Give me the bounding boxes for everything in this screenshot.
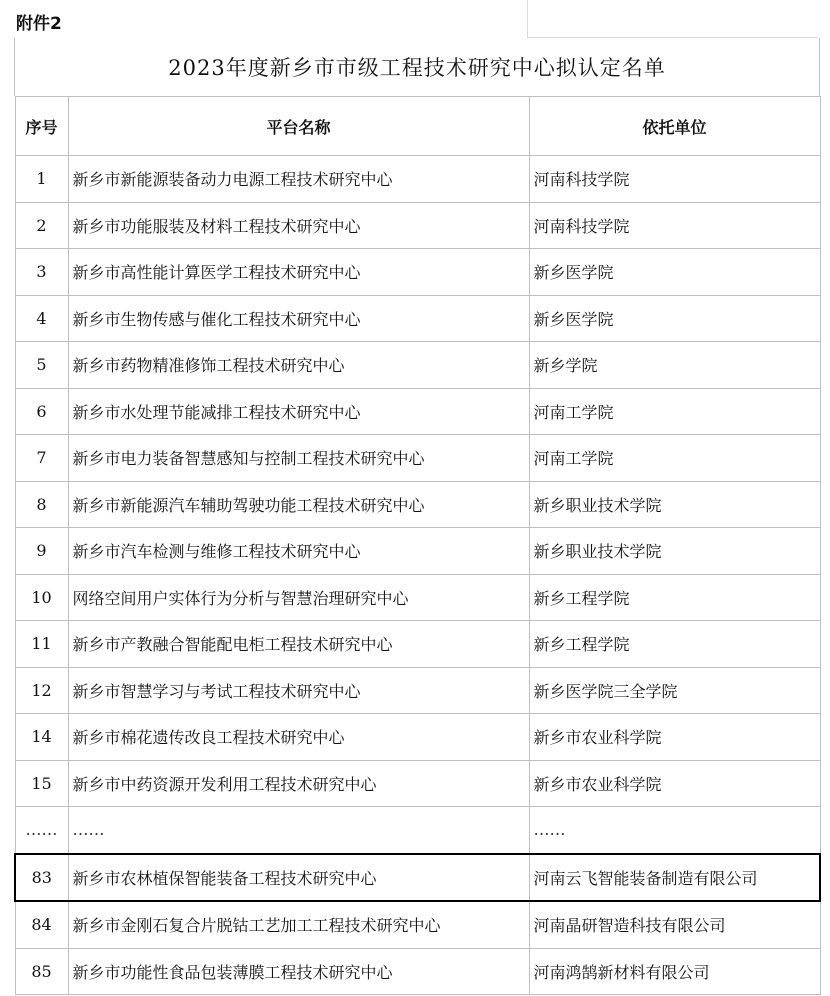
host-unit: 新乡市农业科学院 xyxy=(529,714,820,761)
platform-name: 新乡市新能源装备动力电源工程技术研究中心 xyxy=(68,156,529,203)
row-number: 14 xyxy=(15,714,68,761)
host-unit: …… xyxy=(529,807,820,854)
table-row xyxy=(15,481,820,528)
row-number: 3 xyxy=(15,249,68,296)
table-row xyxy=(15,574,820,621)
table-row xyxy=(15,714,820,761)
platform-name: 新乡市智慧学习与考试工程技术研究中心 xyxy=(68,667,529,714)
host-unit: 新乡工程学院 xyxy=(529,574,820,621)
platform-name: 新乡市药物精准修饰工程技术研究中心 xyxy=(68,342,529,389)
row-number: 5 xyxy=(15,342,68,389)
document-title: 2023年度新乡市市级工程技术研究中心拟认定名单 xyxy=(14,38,820,96)
table-header-row xyxy=(15,97,820,156)
host-unit: 新乡工程学院 xyxy=(529,621,820,668)
host-unit: 河南工学院 xyxy=(529,435,820,482)
row-number: 12 xyxy=(15,667,68,714)
row-number: 1 xyxy=(15,156,68,203)
attachment-label: 附件2 xyxy=(16,14,62,34)
row-number: 85 xyxy=(15,948,68,995)
row-number: 4 xyxy=(15,295,68,342)
platform-name: …… xyxy=(68,807,529,854)
host-unit: 河南鸿鹄新材料有限公司 xyxy=(529,948,820,995)
platform-name: 新乡市新能源汽车辅助驾驶功能工程技术研究中心 xyxy=(68,481,529,528)
host-unit: 河南云飞智能装备制造有限公司 xyxy=(529,854,820,902)
row-number: 7 xyxy=(15,435,68,482)
table-row xyxy=(15,760,820,807)
platform-name: 新乡市生物传感与催化工程技术研究中心 xyxy=(68,295,529,342)
table-row xyxy=(15,854,820,902)
host-unit: 河南科技学院 xyxy=(529,156,820,203)
host-unit: 新乡医学院 xyxy=(529,295,820,342)
platform-name: 新乡市功能服装及材料工程技术研究中心 xyxy=(68,202,529,249)
platform-name: 新乡市电力装备智慧感知与控制工程技术研究中心 xyxy=(68,435,529,482)
host-unit: 新乡医学院三全学院 xyxy=(529,667,820,714)
platform-name: 新乡市水处理节能减排工程技术研究中心 xyxy=(68,388,529,435)
header-no: 序号 xyxy=(15,97,68,156)
table-row xyxy=(15,901,820,948)
table-row xyxy=(15,807,820,854)
row-number: 6 xyxy=(15,388,68,435)
table-row xyxy=(15,156,820,203)
host-unit: 新乡医学院 xyxy=(529,249,820,296)
host-unit: 河南晶研智造科技有限公司 xyxy=(529,901,820,948)
table-row xyxy=(15,435,820,482)
platform-name: 网络空间用户实体行为分析与智慧治理研究中心 xyxy=(68,574,529,621)
row-number: 9 xyxy=(15,528,68,575)
host-unit: 新乡职业技术学院 xyxy=(529,528,820,575)
row-number: 2 xyxy=(15,202,68,249)
platform-name: 新乡市功能性食品包装薄膜工程技术研究中心 xyxy=(68,948,529,995)
table-row xyxy=(15,249,820,296)
table-row xyxy=(15,202,820,249)
row-number: …… xyxy=(15,807,68,854)
row-number: 83 xyxy=(15,854,68,902)
platform-name: 新乡市产教融合智能配电柜工程技术研究中心 xyxy=(68,621,529,668)
row-number: 11 xyxy=(15,621,68,668)
table-row xyxy=(15,528,820,575)
host-unit: 河南工学院 xyxy=(529,388,820,435)
row-number: 8 xyxy=(15,481,68,528)
header-platform-name: 平台名称 xyxy=(68,97,529,156)
host-unit: 新乡市农业科学院 xyxy=(529,760,820,807)
row-number: 84 xyxy=(15,901,68,948)
platform-name: 新乡市汽车检测与维修工程技术研究中心 xyxy=(68,528,529,575)
platform-name: 新乡市中药资源开发利用工程技术研究中心 xyxy=(68,760,529,807)
host-unit: 新乡学院 xyxy=(529,342,820,389)
cell-gridline xyxy=(527,0,528,37)
table-row xyxy=(15,667,820,714)
row-number: 15 xyxy=(15,760,68,807)
platform-name: 新乡市金刚石复合片脱钴工艺加工工程技术研究中心 xyxy=(68,901,529,948)
platform-name: 新乡市农林植保智能装备工程技术研究中心 xyxy=(68,854,529,902)
table-row xyxy=(15,948,820,995)
row-number: 10 xyxy=(15,574,68,621)
certification-table xyxy=(14,96,821,995)
host-unit: 河南科技学院 xyxy=(529,202,820,249)
table-row xyxy=(15,388,820,435)
table-row xyxy=(15,342,820,389)
table-row xyxy=(15,295,820,342)
header-host-unit: 依托单位 xyxy=(529,97,820,156)
host-unit: 新乡职业技术学院 xyxy=(529,481,820,528)
platform-name: 新乡市棉花遗传改良工程技术研究中心 xyxy=(68,714,529,761)
table-row xyxy=(15,621,820,668)
platform-name: 新乡市高性能计算医学工程技术研究中心 xyxy=(68,249,529,296)
